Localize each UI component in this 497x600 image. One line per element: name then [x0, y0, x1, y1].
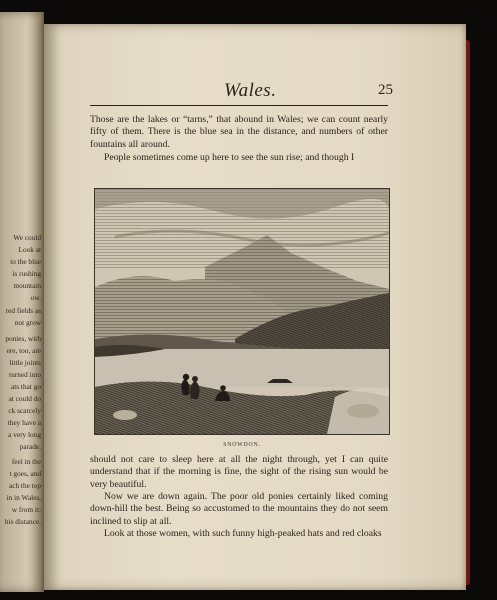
left-page-text-fragment: parade.: [19, 442, 41, 451]
left-page-text-fragment: red fields as: [5, 306, 41, 315]
left-page-text-fragment: at could do: [8, 394, 41, 403]
left-page-text-fragment: Look at: [18, 245, 41, 254]
paragraph-sunrise-start: People sometimes come up here to see the sun rise; and though I: [104, 152, 355, 163]
left-page-text-fragment: t goes, and: [9, 469, 41, 478]
left-page-text-fragment: in in Wales,: [6, 493, 41, 502]
left-page-text-fragment: w from it;: [11, 505, 41, 514]
left-page-text-fragment: We could: [13, 233, 41, 242]
left-page-text-fragment: turned into: [9, 370, 41, 379]
left-page-text-fragment: ach the top: [8, 481, 41, 490]
page-number: 25: [378, 82, 393, 98]
illustration-caption: SNOWDON.: [223, 442, 261, 448]
left-page-text-fragment: to the blue: [10, 257, 41, 266]
left-page-text-fragment: ck scarcely: [8, 406, 41, 415]
left-page-text-fragment: feel in the: [11, 457, 41, 466]
left-page-text-fragment: is rushing: [12, 269, 41, 278]
left-page-text-fragment: a very long: [8, 430, 41, 439]
left-page-text-fragment: mountain: [13, 281, 41, 290]
paragraph-tarns: Those are the lakes or “tarns,” that abound in Wales; we can count nearly fifty of them. There is the blue sea in the distance, and numbers of other fountains all around.: [90, 114, 388, 150]
left-page-text-fragment: they have a: [7, 418, 41, 427]
left-page-text-fragment: ponies, with: [5, 334, 41, 343]
left-page-text-fragment: ere, too, are: [6, 346, 41, 355]
paragraph-ponies: Now we are down again. The poor old ponies certainly liked coming down-hill the best. Being so accustomed to the mountains they do not seem inclined to slip at all.: [90, 491, 388, 527]
header-rule: [90, 105, 388, 106]
left-page-text-fragment: ats that go: [11, 382, 41, 391]
snowdon-engraving: [94, 188, 390, 435]
left-page-text-fragment: his distance.: [4, 517, 41, 526]
paragraph-women: Look at those women, with such funny high-peaked hats and red cloaks: [104, 528, 382, 539]
book-page: [44, 24, 466, 590]
left-page-text-fragment: little joints: [9, 358, 41, 367]
running-head: Wales.: [224, 80, 277, 101]
left-page-text-fragment: ow.: [30, 293, 41, 302]
left-page-edge: [0, 12, 44, 592]
left-page-text-fragment: not grow: [14, 318, 41, 327]
paragraph-sunrise-end: should not care to sleep here at all the night through, yet I can quite understand that if the morning is fine, the sight of the rising sun would be very beautiful.: [90, 454, 388, 490]
